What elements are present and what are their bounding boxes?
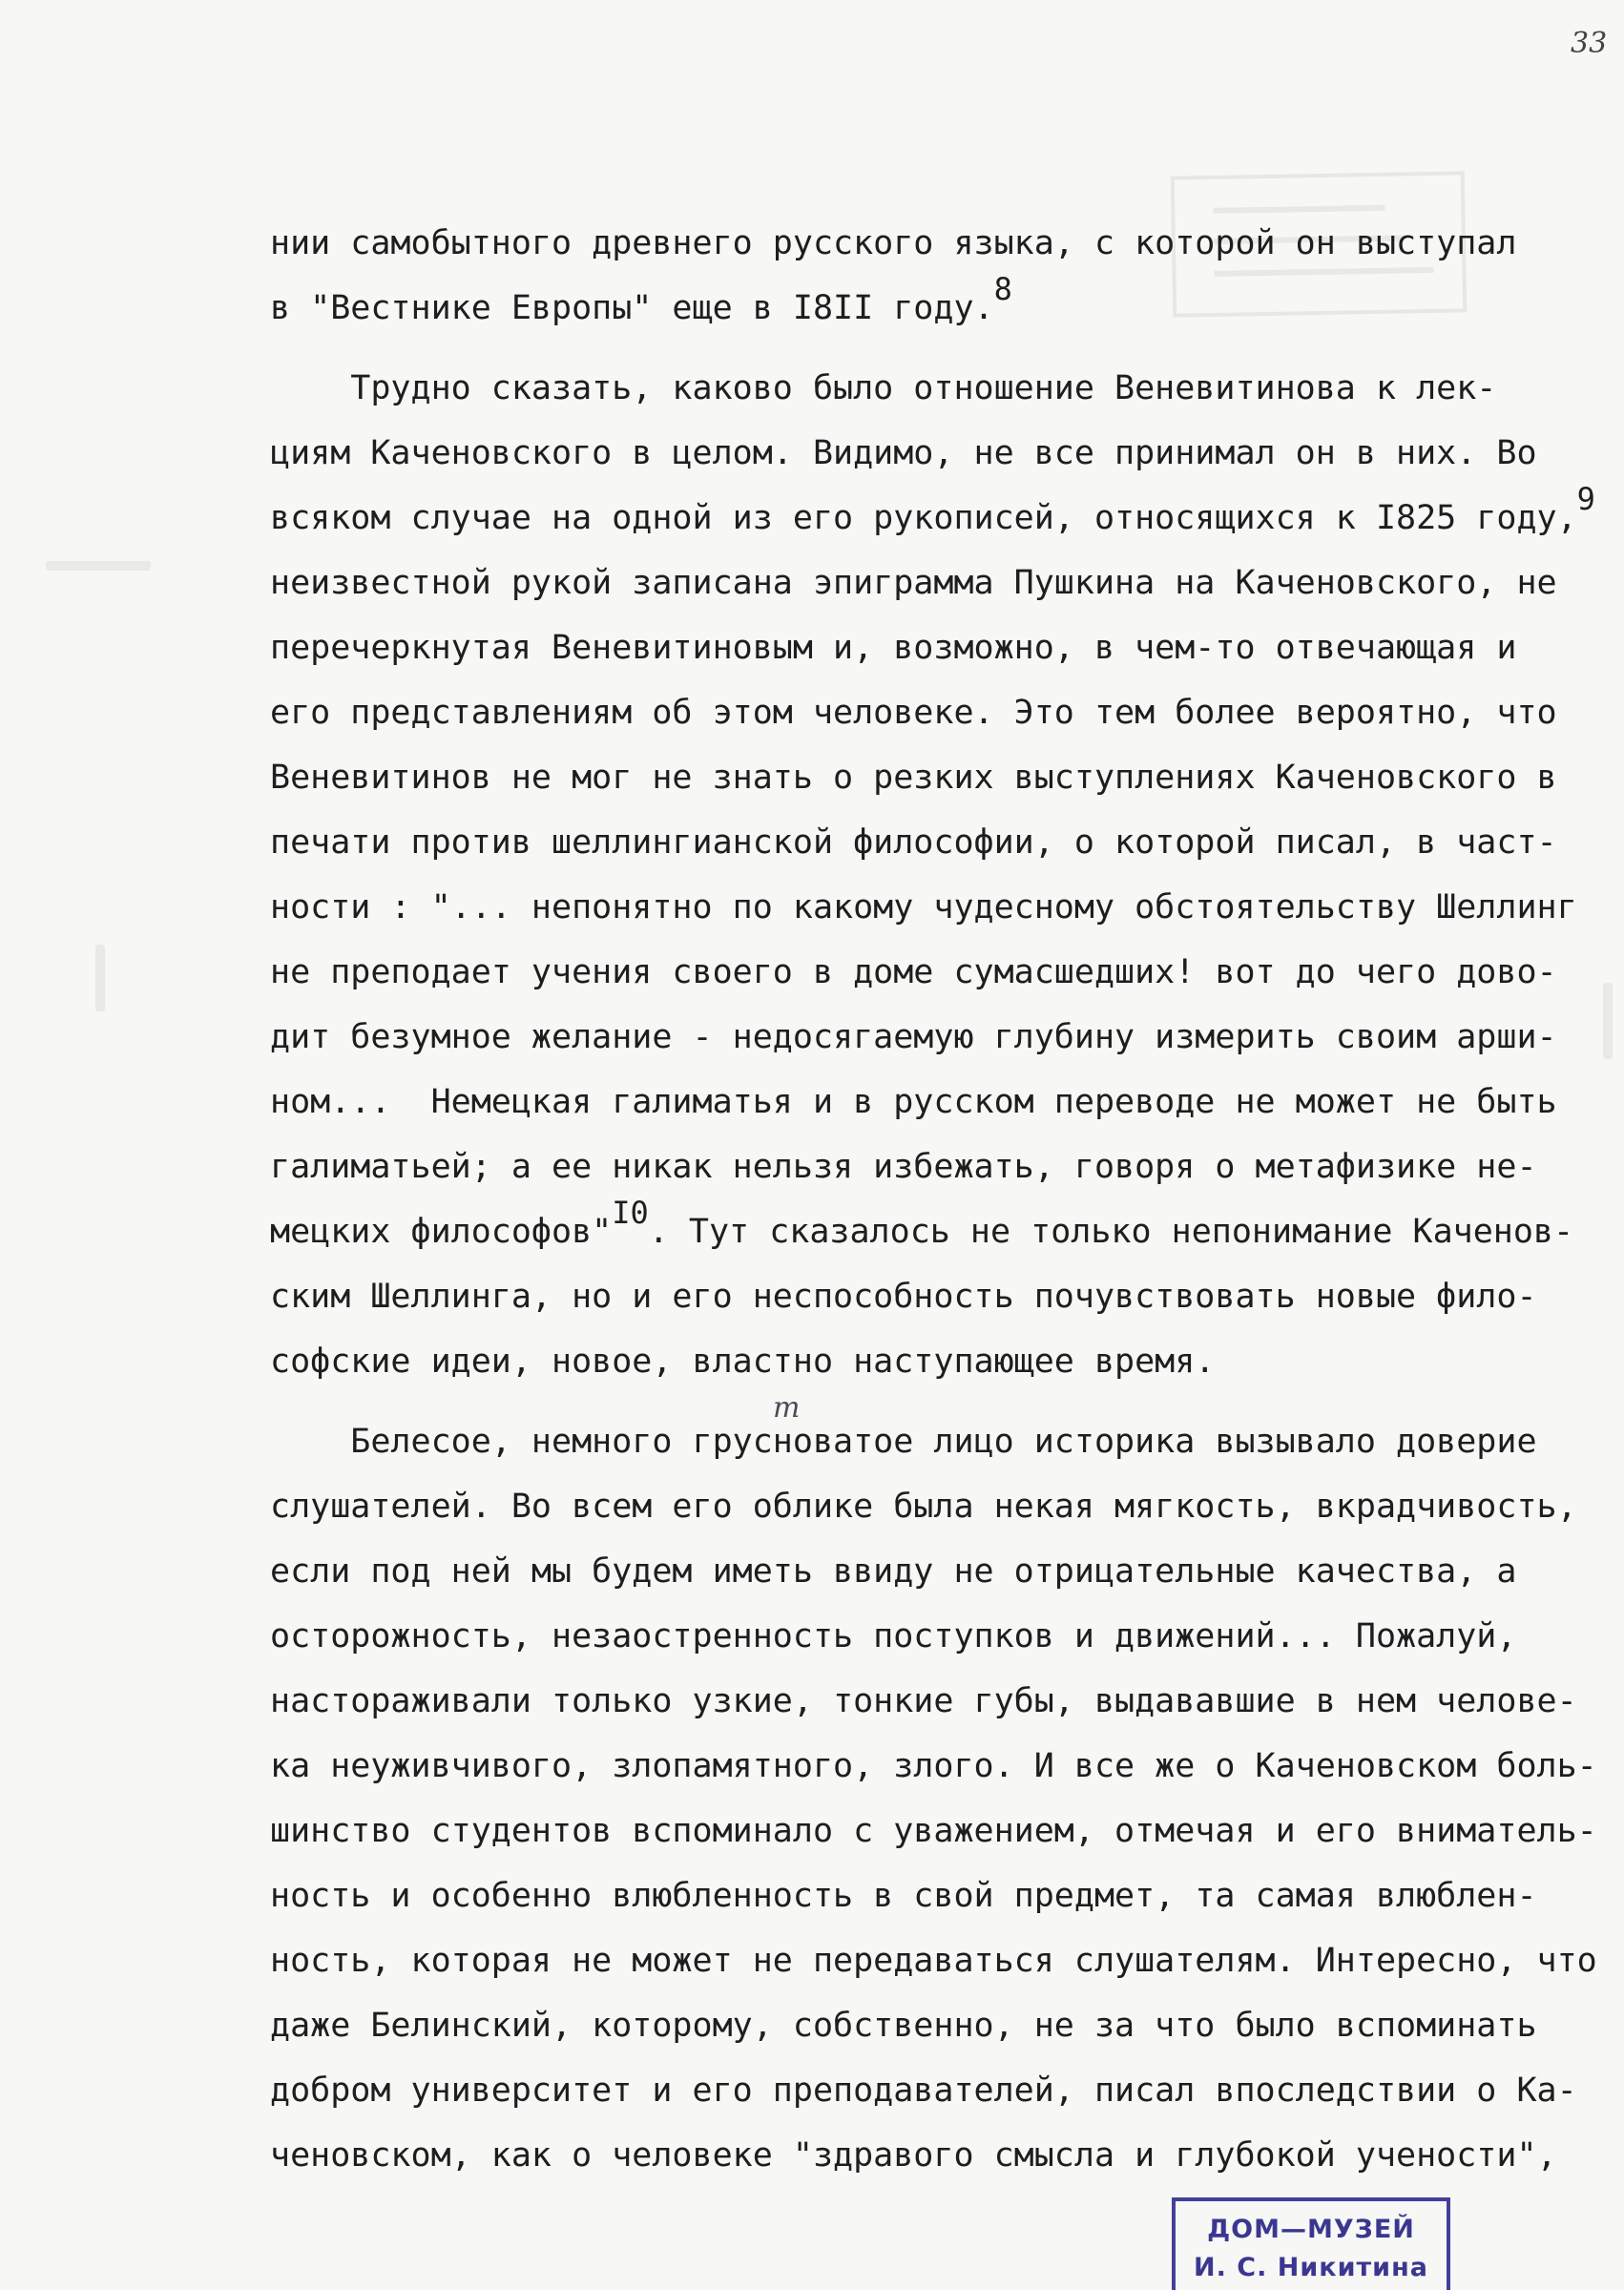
text-line: если под ней мы будем иметь ввиду не отрицательные качества, а xyxy=(270,1552,1517,1591)
line-text: мецких философов" xyxy=(270,1213,613,1251)
faint-stamp-line xyxy=(1214,267,1433,277)
text-line xyxy=(270,271,1012,327)
paragraph-start-line: Трудно сказать, каково было отношение Веневитинова к лек- xyxy=(270,369,1497,407)
faint-margin-mark xyxy=(95,945,105,1011)
faint-margin-mark xyxy=(1603,983,1613,1059)
text-line: дит безумное желание - недосягаемую глубину измерить своим арши- xyxy=(270,1018,1557,1056)
text-line: неизвестной рукой записана эпиграмма Пушкина на Каченовского, не xyxy=(270,564,1557,602)
text-line: Веневитинов не мог не знать о резких выступлениях Каченовского в xyxy=(270,759,1557,797)
text-line: ченовском, как о человеке "здравого смысла и глубокой учености", xyxy=(270,2136,1557,2175)
text-line: даже Белинский, которому, собственно, не за что было вспоминать xyxy=(270,2007,1537,2045)
text-line: циям Каченовского в целом. Видимо, не все принимал он в них. Во xyxy=(270,434,1537,472)
line-text-tail: . Тут сказалось не только непонимание Каченов- xyxy=(648,1213,1574,1251)
text-line: осторожность, незаостренность поступков и движений... Пожалуй, xyxy=(270,1617,1517,1655)
footnote-mark: I0 xyxy=(612,1195,649,1231)
faint-margin-mark xyxy=(46,561,151,571)
text-line: ном... Немецкая галиматья и в русском переводе не может не быть xyxy=(270,1083,1557,1121)
text-line: ность и особенно влюбленность в свой предмет, та самая влюблен- xyxy=(270,1877,1537,1915)
text-line: галиматьей; а ее никак нельзя избежать, говоря о метафизике не- xyxy=(270,1148,1537,1186)
text-line: добром университет и его преподавателей, писал впоследствии о Ка- xyxy=(270,2071,1577,2110)
handwritten-correction: т xyxy=(773,1391,801,1425)
text-line: ность, которая не может не передаваться слушателям. Интересно, что xyxy=(270,1942,1597,1980)
text-line: перечеркнутая Веневитиновым и, возможно, в чем-то отвечающая и xyxy=(270,629,1517,667)
page-number: 33 xyxy=(1571,27,1608,60)
text-line: ка неуживчивого, злопамятного, злого. И все же о Каченовском боль- xyxy=(270,1747,1597,1785)
text-line: настораживали только узкие, тонкие губы, выдававшие в нем челове- xyxy=(270,1682,1577,1720)
faint-stamp-line xyxy=(1213,205,1385,214)
text-line: нии самобытного древнего русского языка, с которой он выступал xyxy=(270,224,1517,262)
text-line xyxy=(270,481,1595,537)
text-line: слушателей. Во всем его облике была некая мягкость, вкрадчивость, xyxy=(270,1488,1577,1526)
stamp-line: И. С. Никитина xyxy=(1194,2253,1428,2282)
text-line: шинство студентов вспоминало с уважением, отмечая и его вниматель- xyxy=(270,1812,1597,1850)
text-line: не преподает учения своего в доме сумасшедших! вот до чего дово- xyxy=(270,953,1557,991)
text-line: ским Шеллинга, но и его неспособность почувствовать новые фило- xyxy=(270,1278,1537,1316)
footnote-mark: 9 xyxy=(1576,481,1595,517)
text-line: ности : "... непонятно по какому чудесному обстоятельству Шеллинг xyxy=(270,888,1577,926)
line-text: всяком случае на одной из его рукописей, относящихся к I825 году, xyxy=(270,499,1577,537)
stamp-line: ДОМ—МУЗЕЙ xyxy=(1207,2215,1415,2244)
footnote-mark: 8 xyxy=(993,271,1012,307)
text-line: печати против шеллингианской философии, о которой писал, в част- xyxy=(270,823,1557,862)
museum-stamp xyxy=(1172,2197,1450,2290)
paragraph-start-line: Белесое, немного грусноватое лицо историка вызывало доверие xyxy=(270,1423,1537,1461)
text-line: его представлениям об этом человеке. Это тем более вероятно, что xyxy=(270,694,1557,732)
line-text: в "Вестнике Европы" еще в I8II году. xyxy=(270,289,994,327)
text-line xyxy=(270,1195,1574,1251)
text-line: софские идеи, новое, властно наступающее время. xyxy=(270,1343,1216,1381)
